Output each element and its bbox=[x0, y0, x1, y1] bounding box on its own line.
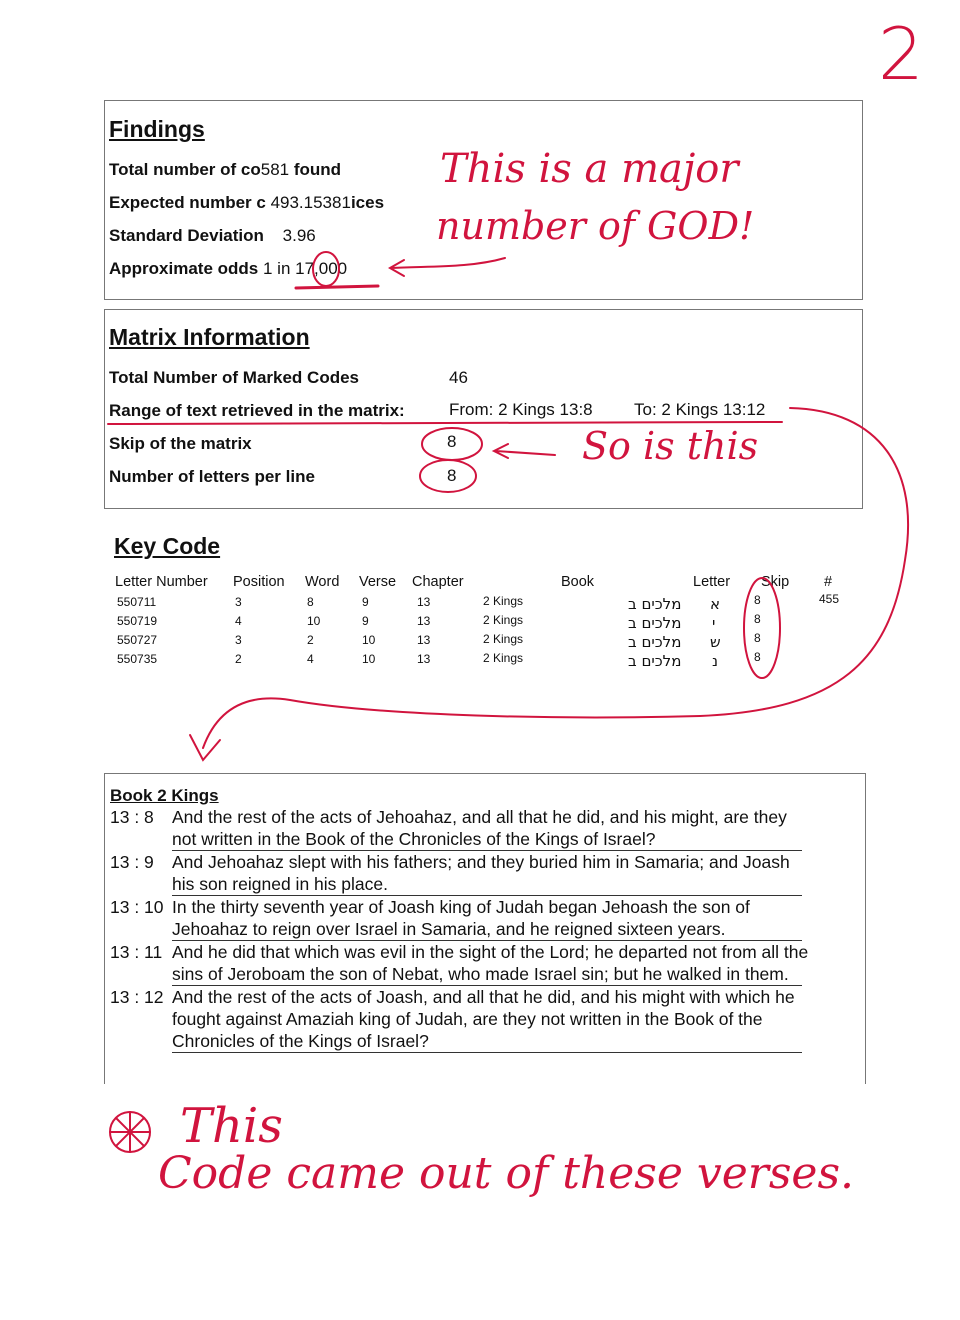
kc-verse: 10 bbox=[362, 633, 376, 647]
note-so-is-this: So is this bbox=[582, 424, 759, 468]
verse-line: And Jehoahaz slept with his fathers; and they buried him in Samaria; and Joash bbox=[172, 852, 790, 872]
findings-total-label: Total number of co bbox=[109, 160, 261, 179]
asterisk-strokes bbox=[110, 1112, 150, 1152]
kc-word: 4 bbox=[307, 652, 314, 666]
kc-heb-book: מלכים ב bbox=[628, 633, 682, 651]
verse-line: And the rest of the acts of Joash, and all that he did, and his might with which he bbox=[172, 987, 795, 1007]
verse-line: not written in the Book of the Chronicles of the Kings of Israel? bbox=[172, 829, 656, 849]
kc-letter-number: 550735 bbox=[117, 652, 158, 666]
kc-heb-book: מלכים ב bbox=[628, 595, 682, 613]
kc-letter-number: 550719 bbox=[117, 614, 158, 628]
matrix-range-label: Range of text retrieved in the matrix: bbox=[109, 401, 405, 420]
key-code-header-verse: Verse bbox=[359, 574, 397, 590]
note2-arrow bbox=[494, 444, 555, 458]
matrix-title: Matrix Information bbox=[109, 324, 310, 350]
connector-arrowhead bbox=[190, 735, 220, 760]
kc-chapter: 13 bbox=[417, 614, 431, 628]
kc-chapter: 13 bbox=[417, 633, 431, 647]
findings-expected-label: Expected number c bbox=[109, 193, 266, 212]
verse-line: And he did that which was evil in the sight of the Lord; he departed not from all the bbox=[172, 942, 809, 962]
verse-line: In the thirty seventh year of Joash king of Judah began Jehoash the son of bbox=[172, 897, 750, 917]
key-code-header-skip: Skip bbox=[761, 574, 790, 590]
note-major-line1: This is a major bbox=[440, 146, 739, 192]
kc-heb-book: מלכים ב bbox=[628, 652, 682, 670]
matrix-skip-value: 8 bbox=[447, 432, 457, 451]
findings-stddev-label: Standard Deviation bbox=[109, 226, 264, 245]
verse-line: fought against Amaziah king of Judah, are they not written in the Book of the bbox=[172, 1009, 763, 1029]
kc-chapter: 13 bbox=[417, 595, 431, 609]
connector-curve bbox=[203, 408, 908, 748]
verse-line: And the rest of the acts of Jehoahaz, and all that he did, and his might, are they bbox=[172, 807, 787, 827]
key-code-header-word: Word bbox=[305, 574, 340, 590]
matrix-marked-value: 46 bbox=[449, 368, 468, 387]
kc-letter-number: 550711 bbox=[117, 595, 157, 609]
kc-book: 2 Kings bbox=[483, 594, 524, 608]
key-code-title: Key Code bbox=[114, 533, 221, 559]
verse-ref: 13 : 8 bbox=[110, 807, 154, 827]
kc-position: 2 bbox=[235, 652, 242, 666]
kc-position: 3 bbox=[235, 633, 242, 647]
verse-ref: 13 : 12 bbox=[110, 987, 164, 1007]
findings-odds-label: Approximate odds bbox=[109, 259, 259, 278]
kc-position: 4 bbox=[235, 614, 242, 628]
verse-ref: 13 : 9 bbox=[110, 852, 154, 872]
verse-line: his son reigned in his place. bbox=[172, 874, 388, 894]
kc-word: 10 bbox=[307, 614, 321, 628]
kc-chapter: 13 bbox=[417, 652, 431, 666]
findings-total-value: 581 bbox=[260, 160, 290, 179]
kc-letter: י bbox=[712, 614, 716, 632]
kc-skip: 8 bbox=[754, 612, 761, 626]
kc-verse: 9 bbox=[362, 595, 369, 609]
kc-skip: 8 bbox=[754, 593, 761, 607]
key-code-header-letter: Letter bbox=[693, 574, 731, 590]
page-number: 2 bbox=[878, 12, 924, 96]
matrix-range-from: From: 2 Kings 13:8 bbox=[449, 400, 593, 419]
letters-circle bbox=[420, 460, 476, 492]
findings-expected-suffix: ices bbox=[350, 193, 385, 212]
kc-skip: 8 bbox=[754, 631, 761, 645]
findings-title: Findings bbox=[109, 116, 205, 142]
note-code-came-out: Code came out of these verses. bbox=[158, 1148, 855, 1199]
kc-book: 2 Kings bbox=[483, 651, 524, 665]
odds-circle bbox=[313, 252, 339, 286]
key-code-header-chapter: Chapter bbox=[412, 574, 464, 590]
matrix-range-to: To: 2 Kings 13:12 bbox=[634, 400, 766, 419]
findings-total-suffix: found bbox=[289, 160, 342, 179]
kc-letter: ש bbox=[710, 633, 721, 651]
matrix-marked-label: Total Number of Marked Codes bbox=[109, 368, 359, 387]
key-code-header-book: Book bbox=[561, 574, 595, 590]
verse-line: Jehoahaz to reign over Israel in Samaria, and he reigned sixteen years. bbox=[172, 919, 726, 939]
kc-heb-book: מלכים ב bbox=[628, 614, 682, 632]
kc-word: 2 bbox=[307, 633, 314, 647]
kc-book: 2 Kings bbox=[483, 632, 524, 646]
kc-letter: נ bbox=[712, 652, 719, 670]
kc-verse: 9 bbox=[362, 614, 369, 628]
kc-book: 2 Kings bbox=[483, 613, 524, 627]
verse-line: Chronicles of the Kings of Israel? bbox=[172, 1031, 429, 1051]
kc-verse: 10 bbox=[362, 652, 376, 666]
verse-ref: 13 : 11 bbox=[110, 942, 163, 962]
kc-letter-number: 550727 bbox=[117, 633, 158, 647]
note1-arrow bbox=[390, 258, 505, 276]
verse-line: sins of Jeroboam the son of Nebat, who made Israel sin; but he walked in them. bbox=[172, 964, 789, 984]
matrix-skip-label: Skip of the matrix bbox=[109, 434, 252, 453]
findings-expected-value: 493.15381 bbox=[270, 193, 351, 212]
kc-position: 3 bbox=[235, 595, 242, 609]
findings-odds-value: 1 in 17,000 bbox=[262, 259, 348, 278]
odds-underline bbox=[296, 286, 378, 288]
key-code-header-count: # bbox=[824, 574, 833, 590]
kc-skip: 8 bbox=[754, 650, 761, 664]
matrix-letters-label: Number of letters per line bbox=[109, 467, 315, 486]
verse-ref: 13 : 10 bbox=[110, 897, 164, 917]
key-code-total: 455 bbox=[819, 592, 840, 606]
note-major-line2: number of GOD! bbox=[436, 204, 755, 248]
key-code-header-letter-number: Letter Number bbox=[115, 574, 208, 590]
key-code-header-position: Position bbox=[233, 574, 285, 590]
kc-word: 8 bbox=[307, 595, 314, 609]
skip-column-circle bbox=[744, 578, 780, 678]
skip-circle bbox=[422, 428, 482, 460]
book-title: Book 2 Kings bbox=[110, 786, 219, 805]
matrix-letters-value: 8 bbox=[447, 466, 457, 485]
findings-stddev-value: 3.96 bbox=[282, 226, 316, 245]
kc-letter: א bbox=[710, 595, 721, 613]
note-this: This bbox=[180, 1098, 283, 1154]
